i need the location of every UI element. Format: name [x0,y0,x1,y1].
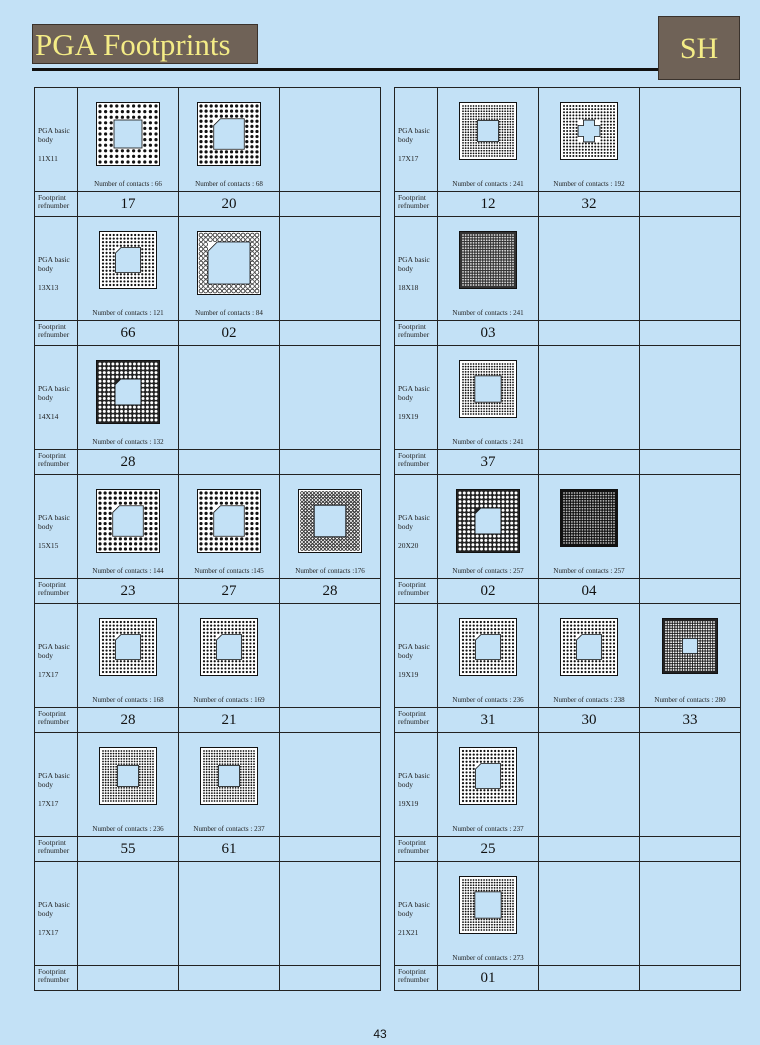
footprint-image-row [395,475,741,579]
pga-body-size: 15X15 [38,541,59,550]
contact-count: Number of contacts : 241 [452,438,524,446]
footprint-ref-label: Footprint refnumber [38,709,70,726]
footprint-ref-cell [78,837,179,862]
footprint-ref-number: 23 [120,583,136,599]
footprint-image-row [35,604,381,708]
body-label-cell [35,475,78,579]
footprint-image-cell [280,346,381,450]
pga-body-text: PGA basic body [398,642,430,660]
pga-body-size: 17X17 [38,928,59,937]
pga-body-label [35,346,77,421]
contact-count: Number of contacts : 257 [452,567,524,575]
contact-count: Number of contacts : 121 [92,309,164,317]
footprint-image-cell [438,733,539,837]
footprint-ref-number: 28 [120,454,136,470]
footprint-ref-cell [640,966,741,991]
footprint-image-cell [438,346,539,450]
footprint-ref-cell [640,579,741,604]
contact-count: Number of contacts : 168 [92,696,164,704]
footprint-ref-cell [438,966,539,991]
pga-body-size: 18X18 [398,283,419,292]
footprint-ref-number: 30 [581,712,597,728]
footprint-image-cell [179,475,280,579]
footprint-ref-cell [438,579,539,604]
body-label-cell [395,733,438,837]
contact-count: Number of contacts :145 [194,567,264,575]
footprint-ref-row [35,837,381,862]
footprint-ref-number: 04 [581,583,597,599]
footprint-ref-cell [539,192,640,217]
footprint-image-row [395,346,741,450]
pga-footprint-diagram [96,489,160,553]
footprint-image-row [395,733,741,837]
footprint-ref-number: 03 [480,325,496,341]
pga-body-label [35,862,77,937]
footprint-image-cell [280,217,381,321]
pga-body-size: 14X14 [38,412,59,421]
pga-footprint-diagram [99,618,157,676]
pga-body-label [395,88,437,163]
pga-body-label [395,475,437,550]
footprint-ref-number: 61 [221,841,237,857]
footprint-ref-label: Footprint refnumber [38,322,70,339]
footprint-ref-cell [539,579,640,604]
footprint-ref-label: Footprint refnumber [398,451,430,468]
pga-body-text: PGA basic body [38,384,70,402]
footprint-ref-number: 27 [221,583,237,599]
ref-label-cell [395,321,438,346]
footprint-image-cell [539,88,640,192]
footprint-ref-number: 02 [221,325,237,341]
pga-body-text: PGA basic body [38,126,70,144]
footprint-image-row [35,475,381,579]
footprint-image-cell [640,217,741,321]
contact-count: Number of contacts : 238 [553,696,625,704]
body-label-cell [395,346,438,450]
footprint-ref-row [35,192,381,217]
pga-footprint-diagram [662,618,718,674]
footprint-ref-cell [280,450,381,475]
footprint-image-cell [438,217,539,321]
body-label-cell [35,862,78,966]
contact-count: Number of contacts : 132 [92,438,164,446]
pga-footprint-diagram [197,102,261,166]
footprint-image-cell [78,217,179,321]
footprint-image-cell [539,475,640,579]
ref-label-cell [35,708,78,733]
footprint-image-cell [78,604,179,708]
pga-body-size: 11X11 [38,154,58,163]
footprint-image-cell [640,88,741,192]
ref-label-cell [35,837,78,862]
ref-label-cell [395,966,438,991]
contact-count: Number of contacts : 273 [452,954,524,962]
footprint-ref-cell [438,837,539,862]
footprint-ref-row [35,579,381,604]
footprint-ref-label: Footprint refnumber [38,193,70,210]
footprint-image-cell [539,733,640,837]
footprint-ref-cell [179,837,280,862]
pga-footprint-diagram [456,489,520,553]
contact-count: Number of contacts : 237 [452,825,524,833]
footprint-image-row [395,862,741,966]
contact-count: Number of contacts : 68 [195,180,263,188]
footprint-image-cell [280,604,381,708]
footprint-ref-label: Footprint refnumber [398,193,430,210]
pga-footprint-diagram [459,876,517,934]
footprint-ref-cell [438,450,539,475]
ref-label-cell [395,837,438,862]
footprint-image-cell [280,733,381,837]
body-label-cell [395,862,438,966]
footprint-ref-cell [78,192,179,217]
footprint-image-cell [280,88,381,192]
pga-body-text: PGA basic body [38,900,70,918]
footprint-image-cell [640,862,741,966]
footprint-image-cell [280,862,381,966]
footprint-ref-cell [78,579,179,604]
footprint-ref-cell [539,708,640,733]
footprint-ref-row [35,450,381,475]
contact-count: Number of contacts : 241 [452,180,524,188]
pga-footprint-diagram [459,102,517,160]
pga-body-label [35,217,77,292]
footprint-image-cell [179,217,280,321]
page-title: PGA Footprints [32,24,258,64]
pga-footprint-diagram [200,747,258,805]
pga-footprint-diagram [99,231,157,289]
pga-body-size: 19X19 [398,799,419,808]
pga-footprint-diagram [560,489,618,547]
footprint-ref-label: Footprint refnumber [38,580,70,597]
footprint-ref-label: Footprint refnumber [398,322,430,339]
pga-body-label [35,604,77,679]
footprint-ref-number: 37 [480,454,496,470]
footprint-ref-label: Footprint refnumber [398,967,430,984]
footprint-image-cell [438,862,539,966]
pga-footprint-diagram [459,360,517,418]
contact-count: Number of contacts : 280 [654,696,726,704]
footprint-ref-cell [179,579,280,604]
pga-body-label [35,475,77,550]
pga-body-label [395,862,437,937]
pga-footprint-diagram [99,747,157,805]
footprint-image-row [395,88,741,192]
footprint-ref-label: Footprint refnumber [38,967,70,984]
footprint-ref-number: 55 [120,841,136,857]
footprint-ref-row [395,450,741,475]
pga-body-size: 17X17 [398,154,419,163]
footprint-ref-label: Footprint refnumber [398,838,430,855]
footprint-image-cell [539,862,640,966]
pga-body-label [35,88,77,163]
footprint-ref-cell [78,321,179,346]
footprint-ref-row [395,192,741,217]
pga-body-size: 21X21 [398,928,419,937]
pga-body-text: PGA basic body [38,771,70,789]
footprint-ref-cell [640,321,741,346]
footprint-ref-cell [539,966,640,991]
footprint-image-cell [179,604,280,708]
footprint-ref-cell [438,192,539,217]
footprint-ref-cell [280,708,381,733]
pga-body-text: PGA basic body [398,126,430,144]
footprint-image-cell [78,862,179,966]
footprint-ref-cell [438,321,539,346]
pga-body-text: PGA basic body [38,513,70,531]
footprint-ref-cell [640,192,741,217]
ref-label-cell [395,708,438,733]
footprint-image-cell [78,475,179,579]
pga-body-text: PGA basic body [398,513,430,531]
pga-body-label [395,733,437,808]
pga-body-label [395,604,437,679]
footprint-image-row [35,346,381,450]
footprint-ref-row [395,579,741,604]
footprint-image-row [35,217,381,321]
body-label-cell [395,88,438,192]
footprint-image-cell [438,475,539,579]
pga-body-size: 17X17 [38,670,59,679]
footprint-ref-label: Footprint refnumber [398,709,430,726]
ref-label-cell [395,192,438,217]
footprint-ref-number: 25 [480,841,496,857]
pga-body-size: 13X13 [38,283,59,292]
footprint-ref-cell [78,708,179,733]
footprint-image-cell [438,604,539,708]
footprint-ref-cell [438,708,539,733]
footprint-ref-number: 01 [480,970,496,986]
pga-footprint-diagram [459,747,517,805]
pga-footprint-diagram [459,618,517,676]
footprint-ref-cell [179,321,280,346]
ref-label-cell [395,450,438,475]
pga-body-text: PGA basic body [398,771,430,789]
footprint-image-cell [179,346,280,450]
footprint-image-cell [539,346,640,450]
pga-footprint-diagram [96,360,160,424]
footprint-ref-cell [179,966,280,991]
pga-body-text: PGA basic body [398,384,430,402]
footprint-image-cell [640,346,741,450]
footprint-ref-cell [280,837,381,862]
footprint-image-cell [539,217,640,321]
pga-body-size: 19X19 [398,412,419,421]
footprint-image-cell [78,346,179,450]
body-label-cell [35,604,78,708]
contact-count: Number of contacts : 84 [195,309,263,317]
pga-body-label [395,217,437,292]
contact-count: Number of contacts : 257 [553,567,625,575]
footprint-ref-cell [179,192,280,217]
footprint-ref-label: Footprint refnumber [398,580,430,597]
footprint-ref-number: 21 [221,712,237,728]
footprint-ref-number: 12 [480,196,496,212]
body-label-cell [35,88,78,192]
contact-count: Number of contacts : 236 [92,825,164,833]
pga-body-label [395,346,437,421]
body-label-cell [35,217,78,321]
footprint-table-right [394,87,741,991]
footprint-image-cell [179,733,280,837]
ref-label-cell [35,579,78,604]
footprint-image-cell [179,862,280,966]
footprint-ref-cell [640,708,741,733]
contact-count: Number of contacts : 144 [92,567,164,575]
ref-label-cell [35,192,78,217]
contact-count: Number of contacts : 236 [452,696,524,704]
pga-body-text: PGA basic body [38,642,70,660]
footprint-ref-number: 32 [581,196,597,212]
ref-label-cell [35,450,78,475]
footprint-ref-row [35,966,381,991]
footprint-ref-number: 31 [480,712,496,728]
contact-count: Number of contacts : 192 [553,180,625,188]
contact-count: Number of contacts : 237 [193,825,265,833]
footprint-image-cell [539,604,640,708]
footprint-ref-cell [280,192,381,217]
footprint-ref-cell [640,450,741,475]
footprint-image-cell [280,475,381,579]
footprint-image-cell [78,733,179,837]
footprint-ref-row [35,708,381,733]
footprint-ref-cell [539,321,640,346]
footprint-ref-row [395,708,741,733]
ref-label-cell [35,966,78,991]
footprint-ref-cell [179,450,280,475]
pga-body-text: PGA basic body [398,255,430,273]
footprint-image-row [35,862,381,966]
footprint-image-row [35,733,381,837]
page-number: 43 [373,1027,387,1041]
footprint-ref-cell [280,966,381,991]
footprint-ref-number: 28 [120,712,136,728]
pga-footprint-diagram [298,489,362,553]
pga-body-label [35,733,77,808]
footprint-image-cell [640,604,741,708]
footprint-ref-cell [280,579,381,604]
footprint-image-cell [640,475,741,579]
footprint-image-cell [78,88,179,192]
pga-footprint-diagram [197,231,261,295]
section-badge: SH [658,16,740,80]
contact-count: Number of contacts : 169 [193,696,265,704]
footprint-image-row [395,604,741,708]
body-label-cell [35,733,78,837]
footprint-ref-cell [640,837,741,862]
pga-body-size: 20X20 [398,541,419,550]
footprint-ref-row [35,321,381,346]
footprint-ref-cell [539,450,640,475]
footprint-ref-label: Footprint refnumber [38,451,70,468]
ref-label-cell [35,321,78,346]
pga-body-text: PGA basic body [38,255,70,273]
footprint-ref-label: Footprint refnumber [38,838,70,855]
body-label-cell [35,346,78,450]
footprint-ref-number: 17 [120,196,136,212]
pga-body-size: 19X19 [398,670,419,679]
footprint-ref-cell [179,708,280,733]
footprint-ref-cell [78,966,179,991]
footprint-ref-number: 28 [322,583,338,599]
footprint-ref-row [395,321,741,346]
contact-count: Number of contacts :176 [295,567,365,575]
pga-body-text: PGA basic body [398,900,430,918]
footprint-ref-cell [78,450,179,475]
footprint-image-row [35,88,381,192]
pga-footprint-diagram [197,489,261,553]
footprint-image-cell [179,88,280,192]
pga-footprint-diagram [96,102,160,166]
body-label-cell [395,217,438,321]
pga-footprint-diagram [560,618,618,676]
footprint-ref-cell [539,837,640,862]
pga-footprint-diagram [459,231,517,289]
footprint-ref-cell [280,321,381,346]
contact-count: Number of contacts : 241 [452,309,524,317]
footprint-image-cell [438,88,539,192]
footprint-ref-number: 33 [682,712,698,728]
pga-footprint-diagram [560,102,618,160]
footprint-image-row [395,217,741,321]
pga-footprint-diagram [200,618,258,676]
footprint-ref-row [395,837,741,862]
ref-label-cell [395,579,438,604]
body-label-cell [395,475,438,579]
body-label-cell [395,604,438,708]
footprint-ref-row [395,966,741,991]
contact-count: Number of contacts : 66 [94,180,162,188]
footprint-image-cell [640,733,741,837]
footprint-ref-number: 20 [221,196,237,212]
footprint-ref-number: 66 [120,325,136,341]
pga-body-size: 17X17 [38,799,59,808]
header-rule [32,68,658,71]
footprint-ref-number: 02 [480,583,496,599]
footprint-table-left [34,87,381,991]
